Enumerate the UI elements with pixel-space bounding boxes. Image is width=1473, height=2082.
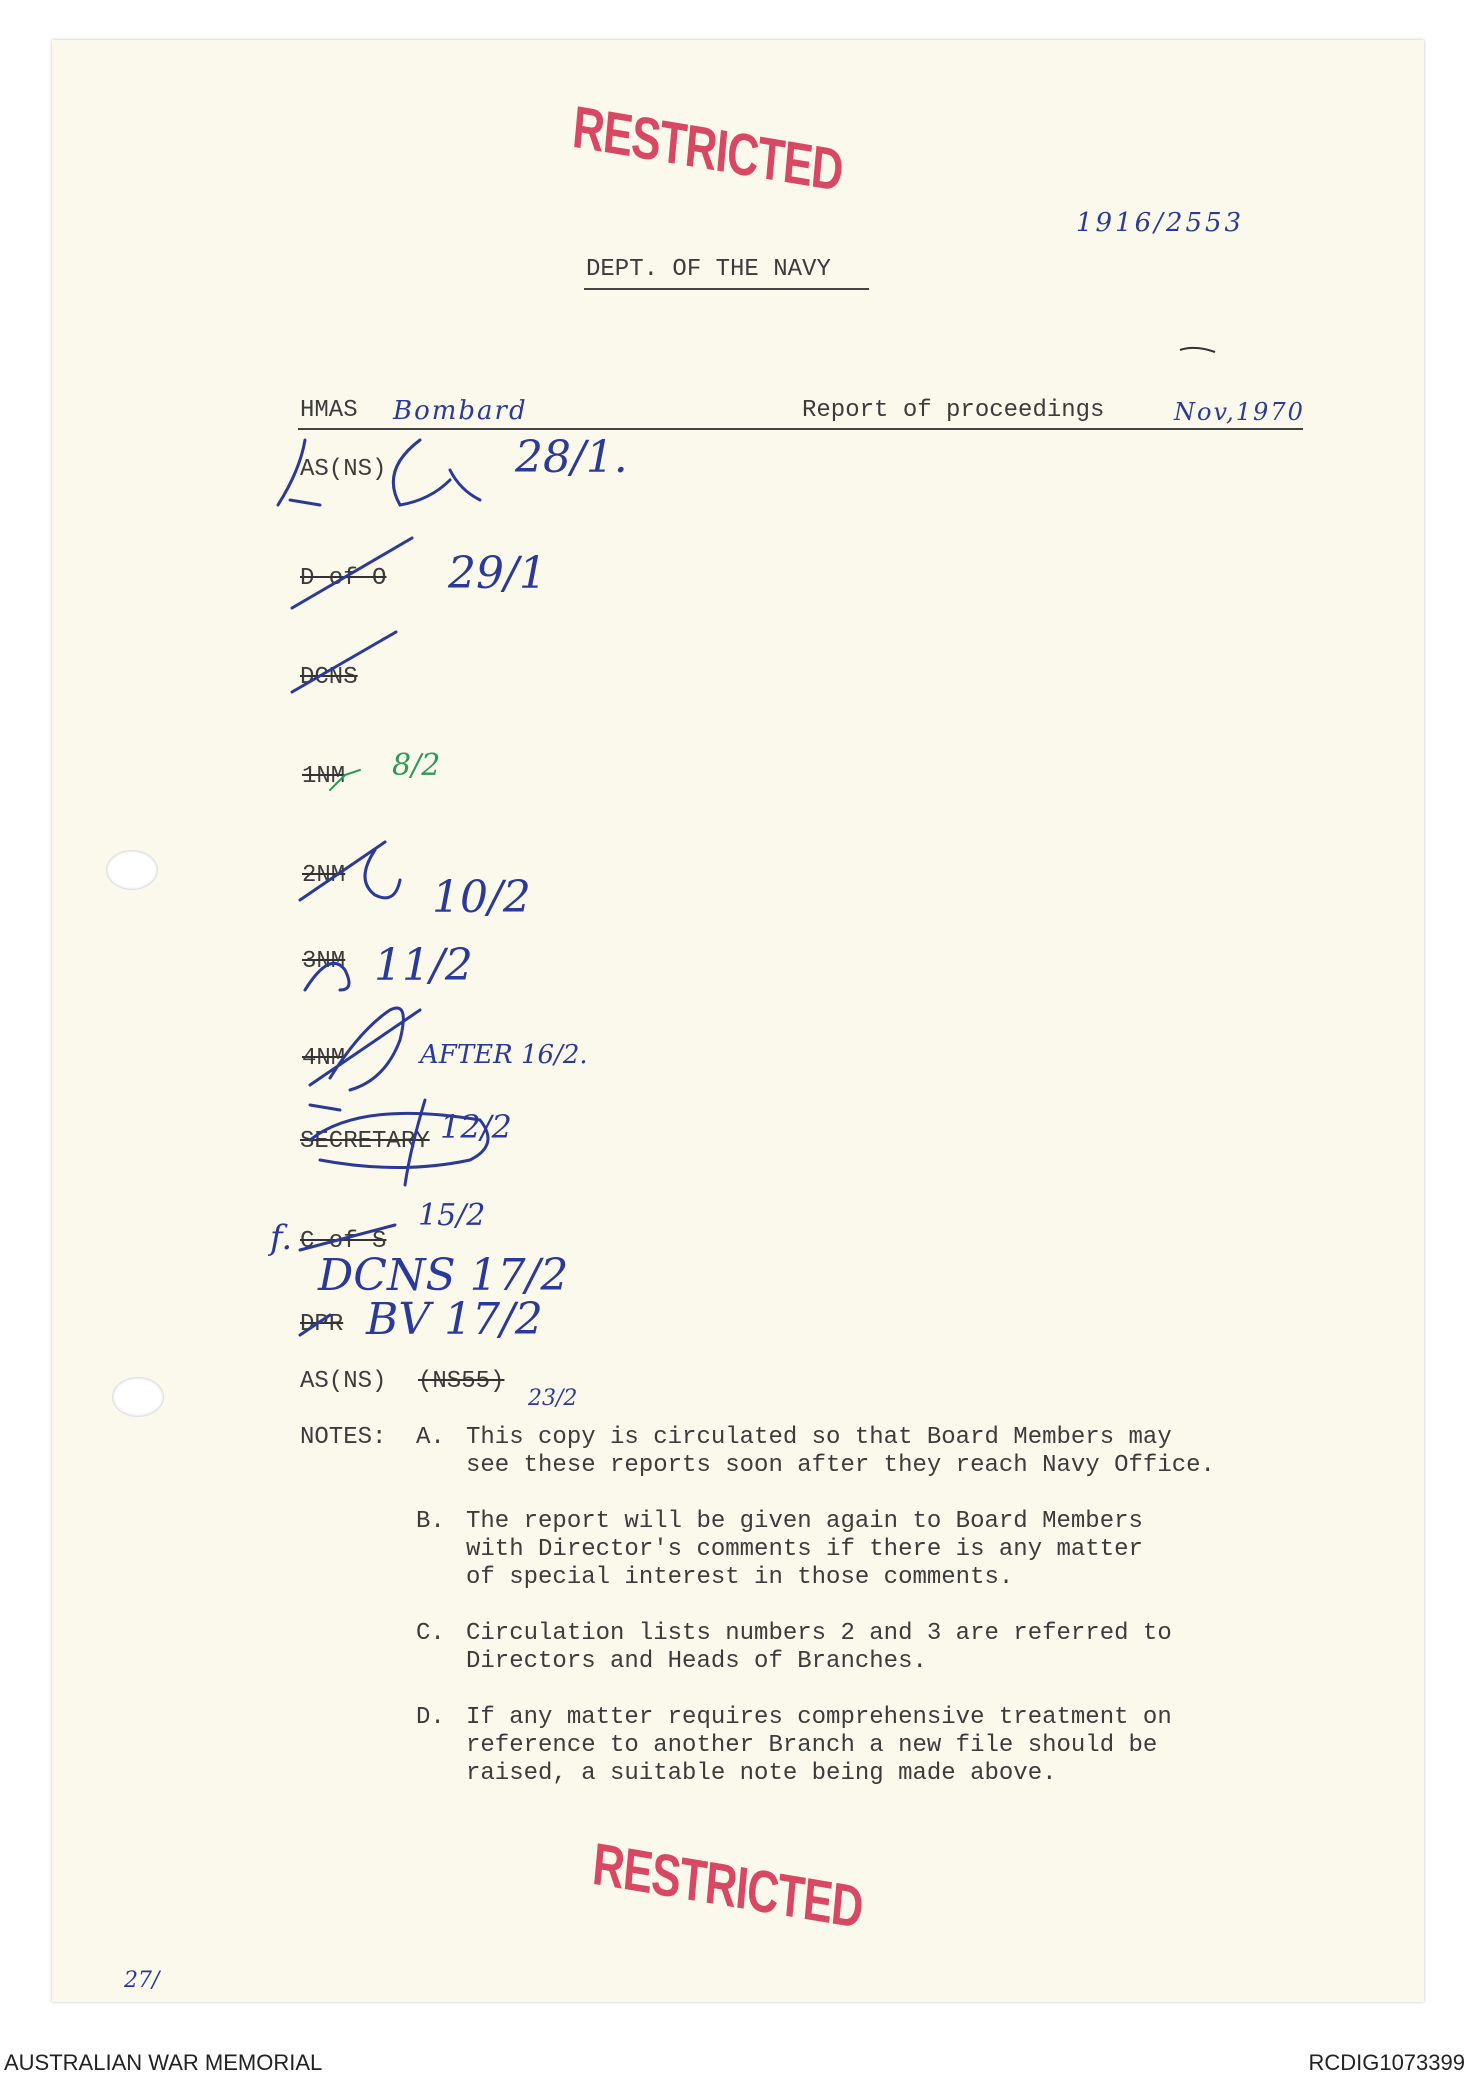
restricted-stamp-bottom: RESTRICTED — [590, 1831, 866, 1942]
note-a-text: This copy is circulated so that Board Members may see these reports soon after they reach Navy Office. — [466, 1424, 1215, 1479]
initials-3nm — [305, 963, 349, 990]
circ-c-of-s-date: 15/2 — [418, 1198, 486, 1233]
strike-d-of-o — [292, 538, 412, 608]
note-a-letter: A. — [416, 1424, 445, 1451]
initials-4nm — [310, 1008, 420, 1090]
note-d-text: If any matter requires comprehensive treatment on reference to another Branch a new file should be raised, a suitable note being made above. — [466, 1704, 1172, 1787]
circ-dcns: DCNS — [300, 664, 358, 691]
strike-dcns — [292, 632, 396, 692]
circ-3nm-date: 11/2 — [374, 940, 473, 991]
footer-right: RCDIG1073399 — [1308, 2050, 1465, 2075]
circ-4nm: 4NM — [302, 1045, 346, 1072]
note-b-letter: B. — [416, 1508, 445, 1535]
circ-3nm: 3NM — [302, 948, 346, 975]
loop-secretary — [310, 1100, 488, 1185]
tick-1nm — [330, 770, 360, 790]
report-date: Nov,1970 — [1174, 398, 1305, 426]
circ-dpr: DPR — [300, 1311, 344, 1338]
scratch-paper-edge — [1180, 348, 1215, 352]
circ-secretary-date: 12/2 — [440, 1108, 512, 1146]
circ-c-of-s: C of S — [300, 1228, 387, 1255]
circ-c-of-s-prefix: f. — [270, 1218, 293, 1258]
note-c-text: Circulation lists numbers 2 and 3 are referred to Directors and Heads of Branches. — [466, 1620, 1172, 1675]
file-number: 1916/2553 — [1076, 208, 1245, 238]
strike-c-of-s — [300, 1225, 395, 1250]
restricted-stamp-top: RESTRICTED — [570, 94, 846, 205]
ship-name: Bombard — [393, 396, 528, 426]
circ-d-of-o: D of O — [300, 565, 387, 592]
circ-secretary: SECRETARY — [300, 1128, 430, 1155]
corner-note: 27/ — [124, 1968, 160, 1993]
department-title: DEPT. OF THE NAVY — [586, 256, 831, 283]
strike-dpr — [300, 1315, 330, 1335]
circ-as-ns-final: AS(NS) — [300, 1368, 387, 1395]
circ-as-ns: AS(NS) — [300, 456, 387, 483]
initials-as-ns — [278, 440, 480, 505]
initials-2nm — [300, 842, 400, 900]
note-b-text: The report will be given again to Board Members with Director's comments if there is any matter of special interest in those comments. — [466, 1508, 1143, 1591]
note-c-letter: C. — [416, 1620, 445, 1647]
report-label: Report of proceedings — [802, 397, 1105, 424]
dcns-handwritten: DCNS 17/2 — [318, 1250, 569, 1301]
ship-prefix: HMAS — [300, 397, 358, 424]
circ-dpr-date: BV 17/2 — [366, 1294, 543, 1345]
circ-d-of-o-date: 29/1 — [448, 548, 547, 599]
circ-2nm-date: 10/2 — [432, 872, 531, 923]
circ-2nm: 2NM — [302, 862, 346, 889]
circ-as-ns-date: 28/1. — [515, 432, 628, 483]
note-d-letter: D. — [416, 1704, 445, 1731]
circ-as-ns-final-date: 23/2 — [528, 1386, 578, 1411]
circ-1nm: 1NM — [302, 763, 346, 790]
notes-label: NOTES: — [300, 1424, 387, 1451]
footer-left: AUSTRALIAN WAR MEMORIAL — [4, 2050, 323, 2075]
circ-4nm-date: AFTER 16/2. — [420, 1040, 588, 1070]
circ-ns55: (NS55) — [418, 1368, 505, 1395]
circ-1nm-date: 8/2 — [392, 748, 441, 783]
